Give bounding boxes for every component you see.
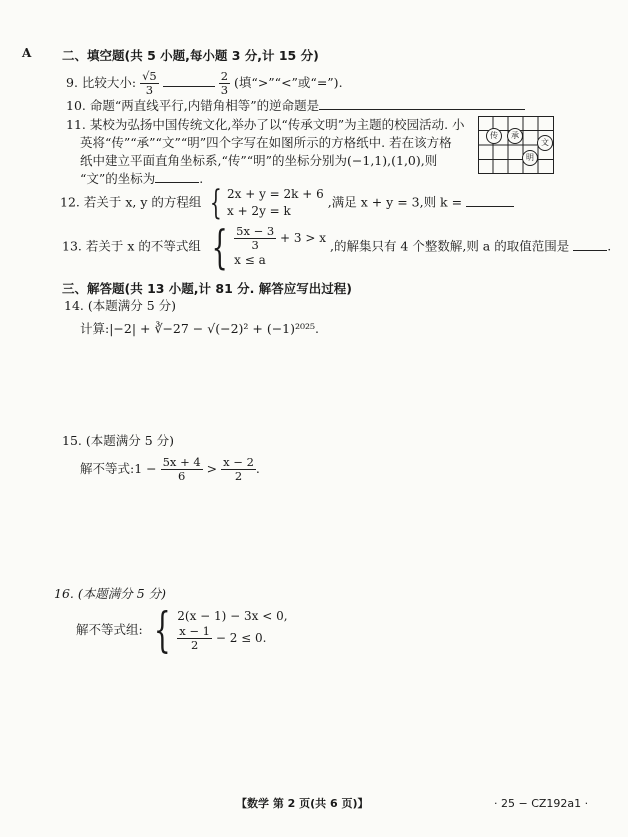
- q12-system: [227, 186, 324, 220]
- q16-prefix: 解不等式组:: [76, 622, 143, 637]
- section-2-title: 二、填空题(共 5 小题,每小题 3 分,计 15 分): [62, 48, 319, 63]
- question-16-body: [76, 602, 288, 658]
- grid-char-cheng: 承: [507, 128, 523, 144]
- exam-code: · 25 − CZ192a1 ·: [494, 797, 589, 810]
- q13-answer-blank[interactable]: [573, 250, 607, 251]
- q11-line-3: 纸中建立平面直角坐标系,“传”“明”的坐标分别为(−1,1),(1,0),则: [80, 153, 438, 168]
- q13-suffix: ,的解集只有 4 个整数解,则 a 的取值范围是: [329, 238, 570, 254]
- q9-fraction-1: $\frac{√5}{3}$: [142, 69, 157, 97]
- page-footer: 【数学 第 2 页(共 6 页)】: [236, 797, 369, 810]
- question-15-body: 解不等式:1 − $\frac{5x + 4}{6}$ > $\frac{x - 2}{2}$ .: [80, 455, 260, 483]
- q12-answer-blank[interactable]: [466, 206, 514, 207]
- q12-prefix: 12. 若关于 x, y 的方程组: [60, 194, 202, 210]
- grid-char-chuan: 传: [486, 128, 502, 144]
- q12-suffix: ,满足 x + y = 3,则 k =: [327, 194, 463, 210]
- grid-char-ming: 明: [522, 150, 538, 166]
- question-9: [66, 70, 343, 97]
- q16-brace: {: [153, 602, 171, 658]
- corner-mark: A: [22, 46, 32, 60]
- q13-system: $\frac{5x - 3}{3}$ + 3 > x x ≤ a: [234, 224, 326, 267]
- q13-prefix: 13. 若关于 x 的不等式组: [62, 238, 201, 254]
- q16-ineq-1: 2(x − 1) − 3x < 0,: [177, 609, 288, 623]
- q16-system: 2(x − 1) − 3x < 0, $\frac{x - 1}{2}$ − 2 ≤ 0.: [177, 609, 288, 652]
- section-3-title: 三、解答题(共 13 小题,计 81 分. 解答应写出过程): [62, 281, 352, 296]
- question-15-head: 15. (本题满分 5 分): [62, 433, 175, 448]
- question-12: [60, 183, 514, 223]
- q15-prefix: 解不等式:1 −: [80, 461, 157, 476]
- q12-eq-2: x + 2y = k: [226, 204, 291, 218]
- q14-expression: |−2| + ∛−27 − √(−2)² + (−1)²⁰²⁵.: [109, 321, 320, 336]
- q11-line-2: 英将“传”“承”“文”“明”四个字写在如图所示的方格纸中. 若在该方格: [80, 135, 452, 150]
- question-14-head: 14. (本题满分 5 分): [64, 298, 177, 313]
- q14-prefix: 计算:: [80, 321, 110, 336]
- q9-prefix: 9. 比较大小:: [66, 75, 137, 90]
- question-14-body: [80, 320, 319, 338]
- grid-char-wen: 文: [537, 135, 553, 151]
- q9-suffix: (填“>”“<”或“=”).: [234, 75, 343, 90]
- q11-line-1: 11. 某校为弘扬中国传统文化,举办了以“传承文明”为主题的校园活动. 小: [66, 117, 465, 132]
- q11-answer-blank[interactable]: [155, 182, 199, 183]
- q9-answer-blank[interactable]: [163, 86, 215, 87]
- q11-line-4: “文”的坐标为: [80, 171, 156, 186]
- question-10: [66, 97, 525, 115]
- q12-brace: {: [210, 183, 223, 223]
- q12-eq-1: 2x + y = 2k + 6: [226, 187, 324, 201]
- q10-text: 10. 命题“两直线平行,内错角相等”的逆命题是: [66, 98, 320, 113]
- question-16-head: 16. (本题满分 5 分): [54, 586, 167, 601]
- q13-ineq-2: x ≤ a: [234, 253, 266, 267]
- q13-brace: {: [211, 220, 228, 274]
- q9-fraction-2: $\frac{2}{3}$: [220, 69, 229, 97]
- q10-answer-blank[interactable]: [319, 109, 525, 110]
- question-13: 13. 若关于 x 的不等式组 { $\frac{5x - 3}{3}$ + 3 > x x ≤ a ,的解集只有 4 个整数解,则 a 的取值范围是 .: [62, 220, 612, 274]
- question-11: 11. 某校为弘扬中国传统文化,举办了以“传承文明”为主题的校园活动. 小 英将“传”“承”“文”“明”四个字写在如图所示的方格纸中. 若在该方格 纸中建立平面直角坐标系,“传”“明”的坐标分别为(−1,1),(1,0),则 “文”的坐标为 .: [66, 117, 465, 186]
